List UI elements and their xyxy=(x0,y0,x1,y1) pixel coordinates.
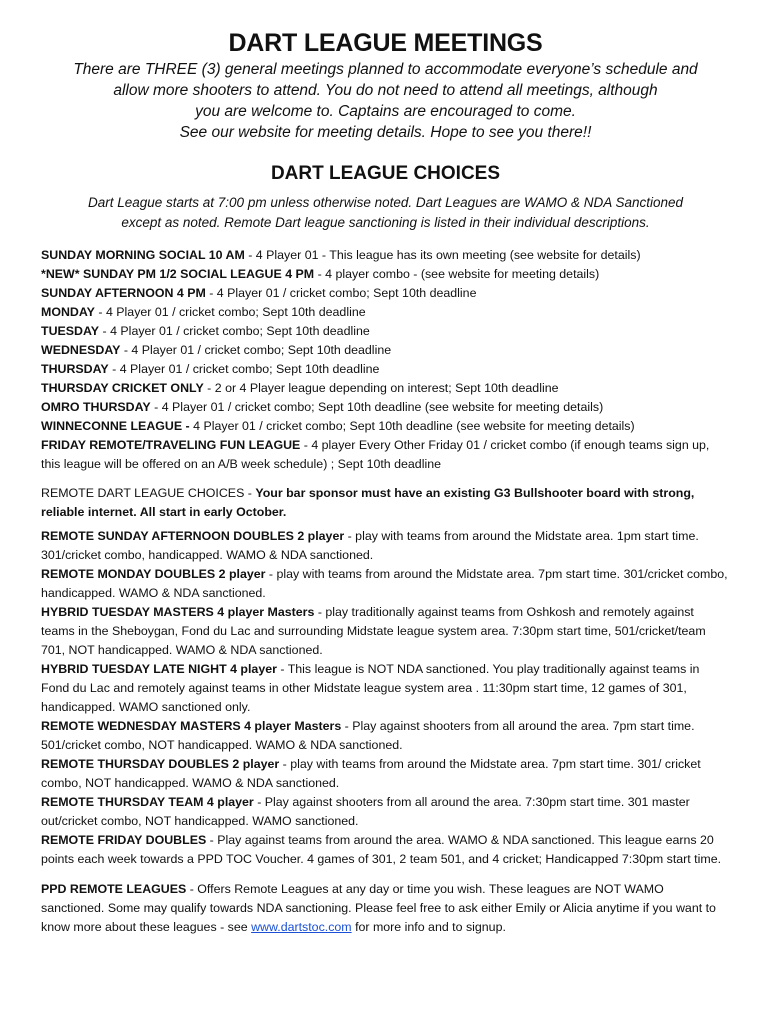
remote-league-name: REMOTE FRIDAY DOUBLES xyxy=(41,833,207,847)
league-name: WEDNESDAY xyxy=(41,343,121,357)
ppd-name: PPD REMOTE LEAGUES xyxy=(41,882,187,896)
league-item xyxy=(41,379,730,398)
remote-league-name: REMOTE WEDNESDAY MASTERS 4 player Masters xyxy=(41,719,342,733)
remote-heading-sep: - xyxy=(244,486,256,500)
league-item xyxy=(41,303,730,322)
remote-league-item xyxy=(41,603,730,660)
intro-line: See our website for meeting details. Hope to see you there!! xyxy=(179,124,592,141)
remote-league-name: REMOTE SUNDAY AFTERNOON DOUBLES 2 player xyxy=(41,529,345,543)
league-name: TUESDAY xyxy=(41,324,100,338)
remote-league-desc: - This league is NOT NDA sanctioned. You play traditionally against teams in Fond du Lac and remotely against teams in other Midstate league system area . 11:30pm start time, 12 games of 301, handicapped. WAMO sanctioned only. xyxy=(41,662,700,714)
league-desc: - 4 Player 01 / cricket combo; Sept 10th deadline xyxy=(120,343,392,357)
ppd-after: for more info and to signup. xyxy=(351,920,506,934)
league-desc: - 2 or 4 Player league depending on interest; Sept 10th deadline xyxy=(203,381,559,395)
league-item xyxy=(41,398,730,417)
league-name: THURSDAY xyxy=(41,362,109,376)
remote-league-desc: - play with teams from around the Midstate area. 1pm start time. 301/cricket combo, handicapped. WAMO & NDA sanctioned. xyxy=(41,529,699,562)
league-item xyxy=(41,265,730,284)
remote-league-name: HYBRID TUESDAY MASTERS 4 player Masters xyxy=(41,605,315,619)
league-name: FRIDAY REMOTE/TRAVELING FUN LEAGUE xyxy=(41,438,301,452)
league-item xyxy=(41,436,730,474)
remote-league-desc: - play with teams from around the Midstate area. 7pm start time. 301/cricket combo, handicapped. WAMO & NDA sanctioned. xyxy=(41,567,728,600)
league-desc: - 4 Player 01 / cricket combo; Sept 10th deadline (see website for meeting details) xyxy=(150,400,604,414)
remote-league-item xyxy=(41,660,730,717)
remote-league-desc: - Play against teams from around the area. WAMO & NDA sanctioned. This league earns 20 points each week towards a PPD TOC Voucher. 4 games of 301, 2 team 501, and 4 cricket; Handicapped 7:30pm start time. xyxy=(41,833,722,866)
league-item xyxy=(41,417,730,436)
remote-league-desc: - Play against shooters from all around the area. 7pm start time. 501/cricket combo, NOT handicapped. WAMO & NDA sanctioned. xyxy=(41,719,695,752)
remote-league-item xyxy=(41,755,730,793)
intro-line: There are THREE (3) general meetings planned to accommodate everyone’s schedule and xyxy=(73,61,698,78)
league-name: SUNDAY MORNING SOCIAL 10 AM xyxy=(41,248,245,262)
league-desc: - 4 player Every Other Friday 01 / cricket combo (if enough teams sign up, this league will be offered on an A/B week schedule) ; Sept 10th deadline xyxy=(41,438,710,471)
remote-league-item xyxy=(41,831,730,869)
remote-league-list xyxy=(41,527,730,869)
dartstoc-link[interactable]: www.dartstoc.com xyxy=(251,920,352,934)
intro-line: you are welcome to. Captains are encouraged to come. xyxy=(195,103,576,120)
remote-league-item xyxy=(41,793,730,831)
ppd-desc: - Offers Remote Leagues at any day or time you wish. These leagues are NOT WAMO sanctioned. Some may qualify towards NDA sanctioning. Please feel free to ask either Emily or Alicia anytime if you want to know more about these leagues - see xyxy=(41,882,716,934)
remote-league-desc: - play traditionally against teams from Oshkosh and remotely against teams in the Sheboygan, Fond du Lac and surrounding Midstate league system area. 7:30pm start time, 501/cricket/team 701, NOT handicapped. WAMO & NDA sanctioned. xyxy=(41,605,706,657)
league-item xyxy=(41,246,730,265)
league-desc: - 4 Player 01 - This league has its own meeting (see website for details) xyxy=(244,248,641,262)
remote-league-name: REMOTE THURSDAY DOUBLES 2 player xyxy=(41,757,280,771)
remote-heading-requirements: Your bar sponsor must have an existing G3 Bullshooter board with strong, reliable internet. All start in early October. xyxy=(41,486,695,519)
remote-league-desc: - Play against shooters from all around the area. 7:30pm start time. 301 master out/cricket combo, NOT handicapped. WAMO sanctioned. xyxy=(41,795,690,828)
league-desc: - 4 Player 01 / cricket combo; Sept 10th deadline xyxy=(108,362,380,376)
ppd-remote-leagues xyxy=(41,880,730,937)
league-list xyxy=(41,246,730,474)
remote-league-item xyxy=(41,717,730,755)
league-desc: 4 Player 01 / cricket combo; Sept 10th deadline (see website for meeting details) xyxy=(189,419,635,433)
remote-league-item xyxy=(41,527,730,565)
remote-heading xyxy=(41,484,730,522)
choices-intro-line: except as noted. Remote Dart league sanctioning is listed in their individual descriptions. xyxy=(121,215,650,230)
remote-heading-lead: REMOTE DART LEAGUE CHOICES xyxy=(41,486,245,500)
league-item xyxy=(41,341,730,360)
league-name: WINNECONNE LEAGUE - xyxy=(41,419,190,433)
league-desc: - 4 Player 01 / cricket combo; Sept 10th deadline xyxy=(205,286,477,300)
league-item xyxy=(41,284,730,303)
choices-intro-line: Dart League starts at 7:00 pm unless otherwise noted. Dart Leagues are WAMO & NDA Sanctioned xyxy=(87,195,684,210)
remote-league-item xyxy=(41,565,730,603)
league-name: OMRO THURSDAY xyxy=(41,400,151,414)
league-name: MONDAY xyxy=(41,305,95,319)
remote-league-name: REMOTE THURSDAY TEAM 4 player xyxy=(41,795,254,809)
remote-league-name: HYBRID TUESDAY LATE NIGHT 4 player xyxy=(41,662,277,676)
intro-line: allow more shooters to attend. You do not need to attend all meetings, although xyxy=(113,82,658,99)
league-desc: - 4 Player 01 / cricket combo; Sept 10th deadline xyxy=(99,324,370,338)
meetings-intro xyxy=(41,59,730,143)
league-name: THURSDAY CRICKET ONLY xyxy=(41,381,204,395)
league-name: SUNDAY AFTERNOON 4 PM xyxy=(41,286,206,300)
league-item xyxy=(41,322,730,341)
remote-league-desc: - play with teams from around the Midstate area. 7pm start time. 301/ cricket combo, NOT handicapped. WAMO & NDA sanctioned. xyxy=(41,757,701,790)
remote-league-name: REMOTE MONDAY DOUBLES 2 player xyxy=(41,567,266,581)
choices-intro xyxy=(41,193,730,233)
page-title: DART LEAGUE MEETINGS xyxy=(228,29,543,57)
choices-heading: DART LEAGUE CHOICES xyxy=(270,163,501,184)
league-desc: - 4 player combo - (see website for meeting details) xyxy=(314,267,600,281)
league-name: *NEW* SUNDAY PM 1/2 SOCIAL LEAGUE 4 PM xyxy=(41,267,315,281)
league-item xyxy=(41,360,730,379)
league-desc: - 4 Player 01 / cricket combo; Sept 10th deadline xyxy=(94,305,366,319)
